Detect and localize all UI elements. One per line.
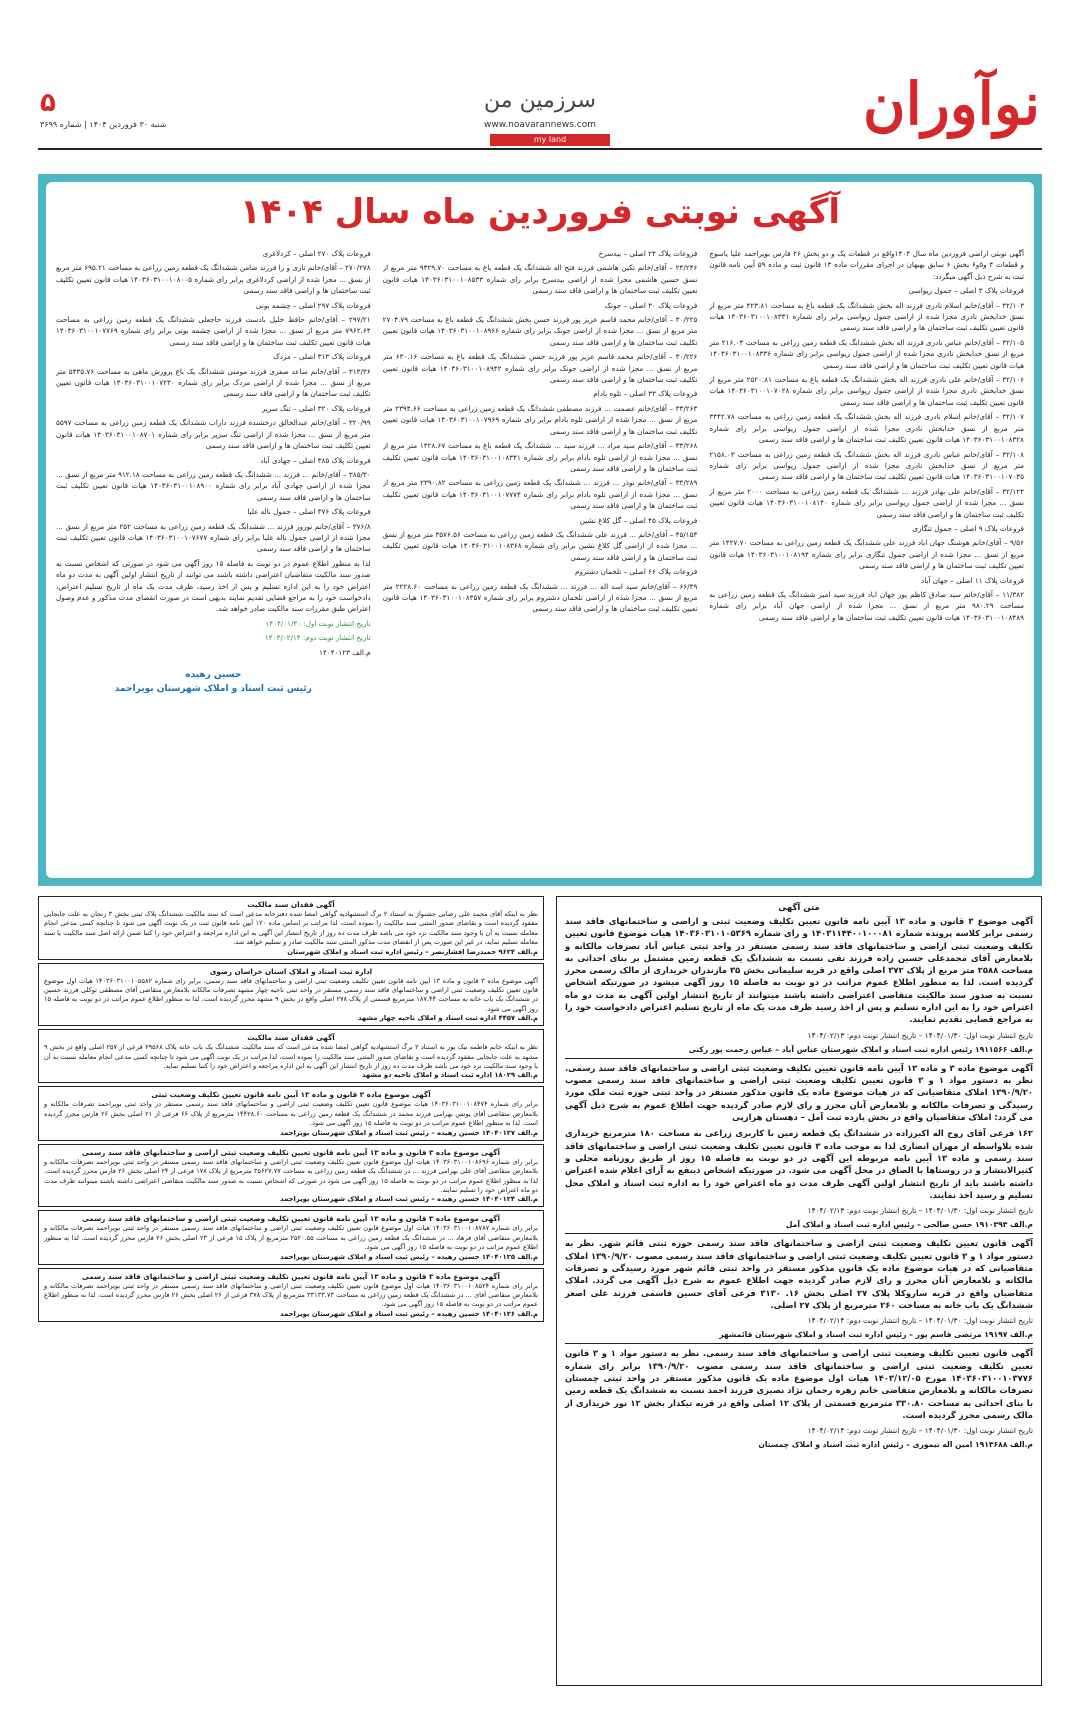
signature-title: رئیس ثبت اسناد و املاک شهرستان بویراحمد — [114, 684, 312, 694]
notice-signature: م.الف ۴۴۵۷ اداره ثبت اسناد و املاک ناحیه چهار مشهد — [357, 1014, 538, 1023]
notice-column-left — [38, 896, 544, 1686]
notice-column-right — [556, 896, 1042, 1686]
ad-para: ۳۸۵/۳۰ – آقای/خانم ... فرزند ... ششدانگ یک قطعه زمین زراعی به مساحت ۹۱۲.۱۸ متر مربع از نسق ... مجزا شده از اراضی جهادی آباد برابر رای شماره ۱۴۰۳۶۰۳۱۰۰۱۰۸۹۰۰ هیات قانون تعیین تکلیف ثبت ساختمان ها و اراضی فاقد سند رسمی — [55, 469, 371, 502]
notice-signature: م.الف ۱۴۰۴۰۱۲۶ حسین رهیده – رئیس ثبت اسناد و املاک شهرستان بویراحمد — [280, 1309, 538, 1318]
nobati-ad-box — [38, 174, 1042, 886]
ad-notice-text: لذا به منظور اطلاع عموم در دو نوبت به فاصله ۱۵ روز آگهی می شود در صورتی که اشخاص نسبت به صدور سند مالکیت متقاضیان اعتراضی داشته باشند می توانند از تاریخ انتشار اولین آگهی به مدت دو ماه اعتراض خود را به این اداره تسلیم و پس از اخذ رسید، ظرف مدت یک ماه از تاریخ تسلیم اعتراض، دادخواست خود را به مراجع قضایی تقدیم نمایند بدیهی است در صورت انقضای مدت مذکور و عدم وصول اعتراض طبق مقررات سند مالکیت صادر خواهد شد. — [55, 558, 371, 614]
page-header — [0, 0, 1080, 150]
notice-body: آگهی قانون تعیین تکلیف وضعیت ثبتی اراضی و ساختمانهای فاقد سند رسمی. نظر به دستور مواد ۱ و ۳ قانون تعیین تکلیف وضعیت ثبتی اراضی و ساختمانهای فاقد سند رسمی مصوب ۱۳۹۰/۹/۲۰ برابر رای شماره ۱۴۰۳۶۰۳۱۰۰۱۰۳۷۷۶ مورخ ۱۴۰۳/۱۲/۰۵ هیات اول موضوع ماده یک قانون مذکور مستقر در واحد ثبتی چمستان تصرفات مالکانه و بلامعارض متقاضی خانم زهره رحمان نژاد نصیری فرزند احمد نسبت به ششدانگ یک قطعه زمین با بنای احداثی به مساحت ۳۳۰.۸۰ مترمربع قسمتی از پلاک ۱۲ اصلی واقع در قریه تیکدار بخش ۱۲ نور خریداری از مالک رسمی محرز گردیده است. — [565, 1348, 1033, 1420]
notice-dates: تاریخ انتشار نوبت اول: ۱۴۰۴/۰۱/۳۰ – تاریخ انتشار نوبت دوم: ۱۴۰۴/۰۲/۱۴ — [807, 1426, 1033, 1436]
ad-para: آگهی نوبتی اراضی فروردین ماه سال ۱۴۰۴واقع در قطعات یک و دو بخش ۲۶ فارس بویراحمد علیا یاسوج و قطعات ۴ و۵و۶ بخش ۶ سابق بهبهان در اجرای مقررات ماده ۱۳ قانون ثبت و ماده ۵۹ آیین نامه قانون ثبت به شرح ذیل آگهی میگردد: — [709, 249, 1024, 281]
ad-para: ۳۲/۱۰۷ – آقای/خانم اسلام نادری فرزند اله بخش ششدانگ یک قطعه زمین زراعی به مساحت ۳۴۴۲.۷۸ متر مربع از نسق خدابخش نادری مجزا شده از اراضی جمول ریواسی برابر رای شماره ۱۴۰۳۶۰۳۱۰۰۱۰۸۳۲۸ هیات قانون تعیین تکلیف ثبت ساختمان ها و اراضی فاقد سند رسمی — [709, 412, 1024, 445]
notice-body: نظر به اینکه آقای محمد علی رضایی جشنواژ به استناد ۲ برگ استشهادیه گواهی امضا شده دفترخانه مدعی است که سند مالکیت ششدانگ پلاک ثبتی بخش ۳ زنجان به علت جابجایی مفقود گردیده است و تقاضای صدور المثنی سند مالکیت را نموده است، لذا مراتب بر اساس ماده ۱۲۰ آیین نامه قانون ثبت در یک نوبت آگهی می شود تا چنانچه کسی مدعی انجام معامله نسبت به آن یا وجود سند مالکیت نزد خود می باشد ظرف مدت ده روز از تاریخ انتشار این آگهی به این اداره مراجعه و اعتراض خود را کتبا ضمن ارائه اصل سند مالکیت یا سند معامله تسلیم نماید، در غیر این صورت پس از انقضای مدت مذکور المثنی سند مالکیت صادر و تسلیم خواهد شد. — [44, 910, 538, 947]
ad-para: فروعات پلاک ۳۲۰ اصلی – تنگ سرپر — [261, 403, 371, 413]
notice-signature: م.الف ۹۶۲۴ حمیدرضا افشارنصر – رئیس اداره ثبت اسناد و املاک شهرستان — [287, 947, 538, 956]
ad-para: فروعات پلاک ۳۷۶ اصلی – جمول ناله علیا — [247, 507, 371, 517]
ad-para: ۲۹۷/۲۱ – آقای/خانم حافظ خلیل بادست فرزند حاجعلی ششدانگ یک قطعه زمین زراعی به مساحت ۷۹۶۲.۶۴ متر مربع از نسق ... مجزا شده از اراضی چشمه بونی برابر رای شماره ۱۴۰۳۶۰۳۱۰۰۱۰۷۷۶۹ هیات قانون تعیین تکلیف ثبت ساختمان ها و اراضی فاقد سند رسمی — [55, 315, 371, 347]
ad-para: ۲۷۰/۲۷۸ – آقای/خانم نازی و زا فرزند ضامن ششدانگ یک قطعه زمین زراعی به مساحت ۶۹۵.۲۱ متر مربع از نسق ... مجزا شده از اراضی کردلاغری برابر رای شماره ۱۴۰۳۶۰۳۱۰۰۱۰۸۰۰۵ هیات قانون تعیین تکلیف ثبت ساختمان ها و اراضی فاقد سند رسمی — [55, 263, 371, 296]
page-number: ۵ — [40, 88, 56, 118]
divider — [565, 1343, 1033, 1344]
notice-signature: م.الف ۱۹۱۹۷ مرتضی قاسم پور – رئیس اداره ثبت اسناد و املاک شهرستان قائمشهر — [719, 1330, 1033, 1340]
notice-heading: آگهی فقدان سند مالکیت — [247, 900, 335, 909]
notice-body: آگهی موضوع ماده ۳ قانون و ماده ۱۳ آیین نامه قانون تعیین تکلیف وضعیت ثبتی اراضی و ساختمانهای فاقد سند رسمی. برابر رای شماره ۱۴۰۳۶۰۳۱۰۰۱۰۵۵۸۲ هیات اول موضوع قانون تعیین تکلیف وضعیت ثبتی اراضی و ساختمانهای فاقد سند رسمی مستقر در واحد ثبتی ناحیه چهار مشهد تصرفات مالکانه بلامعارض متقاضی آقای مصطفی توکلی فرزند حسین در ششدانگ یک باب خانه به مساحت ۱۸۷.۴۴ مترمربع قسمتی از پلاک ۲۷۸ اصلی واقع در بخش ۹ مشهد محرز گردیده است. لذا به منظور اطلاع عموم مراتب در دو نوبت به فاصله ۱۵ روز آگهی می شود. — [44, 976, 539, 1013]
notice-body: آگهی موضوع ۳ قانون و ماده ۱۳ آیین نامه قانون تعیین تکلیف وضعیت ثبتی و اراضی و ساختمانهای فاقد سند رسمی برابر کلاسه پرونده شماره ۱۴۰۳۱۱۴۴۰۰۱۰۰۰۸۱ و رای شماره ۱۴۰۳۶۰۳۱۰۱۰۵۳۶۹ هیات موضوع قانون تعیین تکلیف وضعیت ثبتی اراضی و ساختمانهای فاقد سند رسمی مستقر در واحد ثبتی عباس آباد تصرفات مالکانه و بلامعارض آقای محمدعلی حسین زاده فرزند تقی نسبت به ششدانگ یک قطعه زمین مشتمل بر بنای احداثی به مساحت ۲۵۸۸ متر مربع از پلاک ۳۷۲ اصلی واقع در قریه سلیمانی بخش ۳۵ مازندران خریداری از مالک رسمی محرز گردیده است. لذا به منظور اطلاع عموم مراتب در دو نوبت به فاصله ۱۵ روز آگهی میشود در صورتیکه اشخاص نسبت به صدور سند مالکیت متقاضی اعتراضی داشته باشند میتوانند از تاریخ انتشار اولین آگهی به مدت دو ماه اعتراض خود را به این اداره تسلیم و پس از اخذ رسید ظرف مدت یک ماه از تاریخ تسلیم اعتراض دادخواست خود را به مراجع قضایی تقدیم نمایند. — [565, 916, 1033, 1025]
notice-body: برابر رای شماره ۱۴۰۳۶۰۳۱۰۰۱۰۸۵۲۴ هیات اول موضوع قانون تعیین تکلیف وضعیت ثبتی اراضی و ساختمانهای فاقد سند رسمی مستقر در واحد ثبتی بویراحمد تصرفات مالکانه و بلامعارض متقاضی آقای ... در ششدانگ یک قطعه زمین زراعی به مساحت ۳۳۱۳۳.۷۳ مترمربع از پلاک ۳۷۸ فرعی از ۲۶ اصلی بخش ۲۶ فارس محرز گردیده است. لذا به منظور اطلاع عموم مراتب در دو نوبت به فاصله ۱۵ روز آگهی می شود. — [44, 1281, 539, 1309]
ad-title: آگهی نوبتی فروردین ماه سال ۱۴۰۴ — [239, 192, 841, 232]
ad-para: فروعات پلاک ۳ اصلی – جمول ریواسی — [908, 286, 1024, 296]
ad-para: ۳۱۳/۳۶ – آقای/خانم ساعد صفری فرزند مومنی ششدانگ یک باغ پرورش ماهی به مساحت ۵۴۳۵.۷۶ متر مربع از نسق ... مجزا شده از اراضی مزدک برابر رای شماره ۱۴۰۳۶۰۳۱۰۰۱۰۷۲۳۰ هیات قانون تعیین تکلیف ثبت ساختمان ها و اراضی فاقد سند رسمی — [55, 366, 371, 399]
ad-column-3 — [56, 248, 371, 864]
ad-para: ۳۲۰/۹۹ – آقای/خانم عبدالخالق درخشنده فرزند داراب ششدانگ یک قطعه زمین زراعی به مساحت ۵۵۹۷ متر مربع از نسق ... مجزا شده از اراضی تنگ سرپر برابر رای شماره ۱۴۰۳۶۰۳۱۰۰۱۰۸۷۰۱ هیات قانون تعیین تکلیف ثبت ساختمان ها و اراضی فاقد سند رسمی — [55, 418, 371, 451]
section-title: سرزمین من — [484, 88, 596, 113]
notice-body: آگهی موضوع ماده ۳ و ماده ۱۳ آیین نامه قانون تعیین تکلیف وضعیت ثبتی اراضی و ساختمانهای فاقد سند رسمی. نظر به دستور مواد ۱ و ۳ قانون تعیین تکلیف وضعیت ثبتی اراضی و ساختمانهای فاقد سند رسمی مصوب ۱۳۹۰/۹/۲۰ املاک متقاضیانی که در هیات موضوع ماده یک قانون مذکور مستقر در واحد ثبتی حوزه ثبت ملک مورد رسیدگی و تصرفات مالکانه و بلامعارض آنان محرز و رای لازم صادر گردیده جهت اطلاع عموم به شرح ذیل آگهی می گردد: املاک متقاضیان واقع در بخش یازده ثبت آمل – دهستان هرازپی — [565, 1062, 1033, 1123]
notice-signature: م.الف ۱۴۰۴۰۱۲۴ حسین رهیده – رئیس ثبت اسناد و املاک شهرستان بویراحمد — [280, 1195, 538, 1204]
ad-mef: م.الف ۱۴۰۴۰۱۲۳ — [319, 647, 371, 657]
notice-heading: متن آگهی — [778, 903, 820, 913]
divider — [565, 1058, 1033, 1059]
ad-para: فروعات پلاک ۱۱ اصلی – جهان آباد — [921, 575, 1024, 585]
notice-dates: تاریخ انتشار نوبت اول: ۱۴۰۴/۰۱/۳۰ – تاریخ انتشار نوبت دوم: ۱۴۰۴/۰۲/۱۳ — [807, 1030, 1033, 1040]
notice-box — [38, 963, 544, 1027]
ad-para: ۳۲/۱۲۴ – آقای/خانم علی بهادر فرزند ... ششدانگ یک قطعه زمین زراعی به مساحت ۲۰۰۰ متر مربع از نسق ... مجزا شده از اراضی جمول ریواسی برابر رای شماره ۱۴۰۳۶۰۳۱۰۰۱۰۸۱۴۰ هیات قانون تعیین تکلیف ثبت ساختمان ها و اراضی فاقد سند رسمی — [709, 486, 1024, 519]
notice-box — [38, 1029, 544, 1083]
notice-body: آگهی قانون تعیین تکلیف وضعیت ثبتی اراضی و ساختمانهای فاقد سند رسمی حوزه ثبتی قائم شهر. نظر به دستور مواد ۱ و ۳ قانون تعیین تکلیف وضعیت ثبتی اراضی و ساختمانهای فاقد سند رسمی مصوب ۱۳۹۰/۹/۲۰ املاک متقاضیانی که در هیات موضوع ماده یک قانون مذکور مستقر در واحد ثبتی قائم شهر مورد رسیدگی و تصرفات مالکانه و بلامعارض آنان محرز و رای لازم صادر گردیده جهت اطلاع عموم به شرح ذیل آگهی می گردد. املاک متقاضیان واقع در قریه ساروکلا پلاک ۲۷ اصلی بخش ۱۶. ۳۱۳۰ فرعی آقای حسین قاسمی فرزند علی اصغر ششدانگ یک باب خانه به مساحت ۲۶۰ مترمربع از پلاک ۲۷ اصلی. — [565, 1238, 1034, 1310]
notice-body: برابر رای شماره ۱۴۰۳۶۰۳۱۰۰۱۰۸۶۹۶ هیات اول موضوع قانون تعیین تکلیف وضعیت ثبتی اراضی و ساختمانهای فاقد سند رسمی مستقر در واحد ثبتی بویراحمد تصرفات مالکانه و بلامعارض متقاضی آقای علی بهرامی فرزند ... در ششدانگ یک قطعه زمین زراعی به مساحت ۳۵۶۲۷.۷۷ مترمربع از پلاک ۱۷۸ فرعی از ۲۴ اصلی بخش ۲۶ فارس محرز گردیده است. لذا به منظور اطلاع عموم مراتب در دو نوبت به فاصله ۱۵ روز آگهی می شود در صورتی که اشخاص نسبت به صدور سند مالکیت متقاضی اعتراضی داشته باشند میتوانند ظرف مدت دو ماه اعتراض خود را تسلیم نمایند. — [44, 1157, 539, 1194]
notice-box — [38, 1210, 544, 1264]
ad-inner — [46, 182, 1034, 878]
notice-signature: م.الف ۱۸۰۲۹ اداره ثبت اسناد و املاک ناحیه دو مشهد — [361, 1071, 538, 1080]
notice-signature: م.الف ۱۹۱۰۳۹۳ حسن صالحی – رئیس اداره ثبت اسناد و املاک آمل — [785, 1220, 1033, 1230]
ad-para: ۴۵/۱۵۳ – آقای/خانم ... فرزند علی ششدانگ یک قطعه زمین زراعی به مساحت ۳۵۷۶.۵۶ متر مربع از نسق ... مجزا شده از اراضی گل کلاغ نشین برابر رای شماره ۱۴۰۳۶۰۳۱۰۰۱۰۸۳۶۸ هیات قانون تعیین تکلیف ثبت ساختمان ها و اراضی فاقد سند رسمی — [382, 529, 698, 562]
notice-dates: تاریخ انتشار نوبت اول: ۱۴۰۴/۰۱/۳۰ – تاریخ انتشار نوبت دوم: ۱۴۰۴/۰۲/۱۴ — [807, 1316, 1033, 1326]
ad-column-2 — [383, 248, 698, 864]
ad-para: ۳۲/۱۰۳ – آقای/خانم اسلام نادری فرزند اله بخش ششدانگ یک قطعه باغ به مساحت ۴۲۳.۸۱ متر مربع از نسق خدابخش نادری مجزا شده از اراضی جمول ریواسی برابر رای شماره ۱۴۰۳۶۰۳۱۰۰۱۰۸۳۳۱ هیات قانون تعیین تکلیف ثبت ساختمان ها و اراضی فاقد سند رسمی — [709, 300, 1024, 333]
ad-para: فروعات پلاک ۲۴ اصلی – بیدسرخ — [598, 249, 698, 258]
notice-signature: م.الف ۱۹۱۱۵۶۶ رئیس اداره ثبت اسناد و املاک شهرستان عباس آباد – عباس رحمت پور رکنی — [688, 1044, 1033, 1054]
section-tag: my land — [490, 134, 610, 146]
ad-para: فروعات پلاک ۲۹۷ اصلی – چشمه بونی — [255, 300, 371, 310]
site-url[interactable]: www.noavarannews.com — [484, 120, 596, 130]
ad-signature — [56, 668, 371, 696]
ad-para: فروعات پلاک ۴۵ اصلی – گل کلاغ نشین — [579, 515, 698, 525]
notice-body: برابر رای شماره ۱۴۰۳۶۰۳۱۰۰۱۰۸۷۸۷ هیات اول موضوع قانون تعیین تکلیف وضعیت ثبتی اراضی و ساختمانهای فاقد سند رسمی مستقر در واحد ثبتی بویراحمد تصرفات مالکانه و بلامعارض متقاضی آقای فرهاد ... در ششدانگ یک قطعه زمین زراعی به مساحت ۲۵۲۰.۵۵ مترمربع از پلاک ۱۵ فرعی از ۲۳ اصلی بخش ۲۶ فارس محرز گردیده است. لذا به منظور اطلاع عموم مراتب در دو نوبت به فاصله ۱۵ روز آگهی می شود. — [44, 1224, 539, 1252]
header-divider — [38, 148, 1042, 150]
publish-date-1: تاریخ انتشار نوبت اول: ۱۴۰۴/۰۱/۳۰ — [265, 618, 371, 628]
notice-box — [38, 1086, 544, 1140]
ad-para: ۳۲/۱۰۸ – آقای/خانم عباس نادری فرزند اله بخش ششدانگ یک قطعه زمین زراعی به مساحت ۲۱۵۸.۰۳ متر مربع از نسق خدابخش نادری مجزا شده از اراضی جمول ریواسی برابر رای شماره ۱۴۰۳۶۰۳۱۰۰۱۰۷۰۳۵ هیات قانون تعیین تکلیف ثبت ساختمان ها و اراضی فاقد سند رسمی — [709, 449, 1024, 482]
ad-para: فروعات پلاک ۶۶ اصلی – تلخمان دشتروم — [575, 567, 698, 577]
ad-para: ۳۳/۲۶۸ – آقای/خانم سید مراد ... فرزند سید ... ششدانگ یک قطعه باغ به مساحت ۱۴۲۸.۶۷ متر مربع از نسق ... مجزا شده از اراضی تلوه بادام برابر رای شماره ۱۴۰۳۶۰۳۱۰۰۱۰۸۳۴۱ هیات قانون تعیین تکلیف ثبت ساختمان ها و اراضی فاقد سند رسمی — [382, 441, 698, 473]
notice-heading: آگهی موضوع ماده ۳ قانون و ماده ۱۳ آیین نامه قانون تعیین تکلیف وضعیت ثبتی اراضی و ساختمانهای فاقد سند رسمی — [82, 1147, 500, 1157]
notice-signature: م.الف ۱۹۱۳۶۸۸ امین اله تیموری – رئیس اداره ثبت اسناد و املاک چمستان — [758, 1440, 1033, 1450]
notice-signature: م.الف ۱۴۰۴۰۱۲۵ حسین رهیده – رئیس ثبت اسناد و املاک شهرستان بویراحمد — [280, 1252, 538, 1261]
ad-para: فروعات پلاک ۹ اصلی – جمول تنگاری — [912, 523, 1024, 533]
notice-box — [38, 1268, 544, 1322]
notice-dates: تاریخ انتشار نوبت اول: ۱۴۰۴/۰۱/۳۰ – تاریخ انتشار نوبت دوم: ۱۴۰۴/۰۲/۱۳ — [807, 1206, 1033, 1216]
ad-columns — [56, 248, 1024, 864]
publish-date-2: تاریخ انتشار نوبت دوم: ۱۴۰۴/۰۲/۱۴ — [264, 633, 371, 643]
ad-para: فروعات پلاک ۳۰ اصلی – جونک — [604, 300, 698, 310]
logo-text: نوآوران — [863, 70, 1040, 138]
ad-para: ۹/۵۶ – آقای/خانم هوشنگ جهان اباد فرزند علی ششدانگ یک قطعه زمین زراعی به مساحت ۱۴۲۷.۷۰ متر مربع از نسق ... مجزا شده از اراضی جمول تنگاری برابر رای شماره ۱۴۰۳۶۰۳۱۰۰۱۰۸۱۹۴ هیات قانون تعیین تکلیف ثبت ساختمان ها و اراضی فاقد سند رسمی — [709, 538, 1024, 571]
ad-para: ۳۰/۲۲۶ – آقای/خانم محمد قاسم عزیز پور فرزند حسن ششدانگ یک قطعه باغ به مساحت ۶۳۰.۱۶ متر مربع از نسق ... مجزا شده از اراضی جونک برابر رای شماره ۱۴۰۳۶۰۳۱۰۰۱۰۸۹۴۲ هیات قانون تعیین تکلیف ثبت ساختمان ها و اراضی فاقد سند رسمی — [382, 352, 698, 385]
notice-body: ۱۶۲ فرعی آقای روح اله اکبرزاده در ششدانگ یک قطعه زمین با کاربری زراعی به مساحت ۱۸۰ مترمربع خریداری شده بلاواسطه از مهران انصاری لذا به موجب ماده ۳ قانون تعیین تکلیف وضعیت ثبتی اراضی و ساختمانهای فاقد سند رسمی و ماده ۱۳ آیین نامه مربوطه این آگهی در دو نوبت به فاصله ۱۵ روز از طریق روزنامه محلی و کثیرالانتشار و در روستاها با الصاق در محل آگهی می شود. در صورتیکه اشخاص ذینفع به آرای اعلام شده اعتراض داشته باشند باید از تاریخ انتشار اولین آگهی ظرف مدت دو ماه اعتراض خود را به اداره ثبت اسناد و املاک محل تسلیم و رسید اخذ نمایند. — [565, 1128, 1033, 1200]
ad-para: ۱۱/۳۸۲ – آقای/خانم سید صادق کاظم پور جهان اباد فرزند سید امیر ششدانگ یک قطعه زمین زراعی به مساحت ۹۸۰.۲۹ متر مربع از نسق ... مجزا شده از اراضی جهان آباد برابر رای شماره ۱۴۰۳۶۰۳۱۰۰۱۰۸۴۸۹ هیات قانون تعیین تکلیف ثبت ساختمان ها و اراضی فاقد سند رسمی — [709, 589, 1024, 622]
notice-box — [38, 1144, 544, 1208]
divider — [565, 1233, 1033, 1234]
notice-heading: آگهی فقدان سند مالکیت — [247, 1033, 335, 1043]
ad-para: ۳۲/۱۰۵ – آقای/خانم عباس نادری فرزند اله بخش ششدانگ یک قطعه زمین زراعی به مساحت ۲۱۶.۰۴ متر مربع از نسق خدابخش نادری مجزا شده از اراضی جمول ریواسی برابر رای شماره ۱۴۰۳۶۰۳۱۰۰۱۰۸۳۳۶ هیات قانون تعیین تکلیف ثبت ساختمان ها و اراضی فاقد سند رسمی — [709, 337, 1024, 370]
notice-body: برابر رای شماره ۱۴۰۳۶۰۳۱۰۰۱۰۸۴۷۴ هیات موضوع قانون تعیین تکلیف وضعیت ثبتی اراضی و ساختمانهای فاقد سند رسمی مستقر در واحد ثبتی بویراحمد تصرفات مالکانه و بلامعارض متقاضی آقای یونس بهرامی فرزند محمد در ششدانگ یک قطعه زمین زراعی به مساحت ۱۴۴۲۸.۶۰ مترمربع از پلاک ۶۶ فرعی از ۲۱ اصلی بخش ۲۶ فارس محرز گردیده است. لذا به منظور اطلاع عموم مراتب در دو نوبت به فاصله ۱۵ روز آگهی می شود. — [44, 1100, 539, 1128]
notice-heading: آگهی موضوع ماده ۳ قانون و ماده ۱۳ آیین نامه قانون تعیین تکلیف وضعیت ثبتی اراضی و ساختمانهای فاقد سند رسمی — [82, 1271, 500, 1281]
notice-heading: آگهی موضوع ماده ۳ قانون و ماده ۱۳ آیین نامه قانون تعیین تکلیف وضعیت ثبتی — [151, 1090, 431, 1100]
ad-para: فروعات پلاک ۳۳ اصلی – تلوه بادام — [593, 389, 698, 399]
ad-para: ۳۳/۲۶۳ – آقای/خانم عصمت ... فرزند مصطفی ششدانگ یک قطعه زمین زراعی به مساحت ۲۳۹۴.۶۶ متر مربع از نسق ... مجزا شده از اراضی تلوه بادام برابر رای شماره ۱۴۰۳۶۰۳۱۰۰۱۰۷۹۶۹ هیات قانون تعیین تکلیف ثبت ساختمان ها و اراضی فاقد سند رسمی — [382, 403, 698, 436]
signature-name: حسین رهیده — [185, 670, 242, 680]
notice-heading: اداره ثبت اسناد و املاک استان خراسان رضوی — [209, 966, 373, 976]
notice-heading: آگهی موضوع ماده ۳ قانون و ماده ۱۳ آیین نامه قانون تعیین تکلیف وضعیت ثبتی اراضی و ساختمانهای فاقد سند رسمی — [82, 1214, 500, 1224]
ad-para: ۳۷۶/۸ – آقای/خانم نوروز فرزند ... ششدانگ یک قطعه زمین زراعی به مساحت ۲۵۲ متر مربع از نسق ... مجزا شده از اراضی جمول ناله علیا برابر رای شماره ۱۴۰۳۶۰۳۱۰۰۱۰۷۶۷۷ هیات قانون تعیین تکلیف ثبت ساختمان ها و اراضی فاقد سند رسمی — [55, 521, 371, 554]
notice-box — [38, 896, 544, 960]
ad-para: ۳۰/۲۲۵ – آقای/خانم محمد قاسم عزیز پور فرزند حسن بخش ششدانگ یک قطعه باغ به مساحت ۲۷۰۴.۷۹ متر مربع از نسق ... مجزا شده از اراضی جونک برابر رای شماره ۱۴۰۳۶۰۳۱۰۰۱۰۸۹۶۶ هیات قانون تعیین تکلیف ثبت ساختمان ها و اراضی فاقد سند رسمی — [382, 315, 698, 347]
ad-para: فروعات پلاک ۳۸۵ اصلی – جهادی آباد — [260, 455, 371, 465]
ad-para: فروعات پلاک ۲۷۰ اصلی – کردلاغری — [262, 249, 371, 258]
ad-para: ۳۲/۱۰۶ – آقای/خانم علی نادری فرزند اله بخش ششدانگ یک قطعه باغ به مساحت ۲۵۲۰.۸۱ متر مربع از نسق خدابخش نادری مجزا شده از اراضی جمول ریواسی برابر رای شماره ۱۴۰۳۶۰۳۱۰۰۱۰۷۰۲۸ هیات قانون تعیین تکلیف ثبت ساختمان ها و اراضی فاقد سند رسمی — [709, 375, 1024, 407]
ad-para: ۶۶/۴۹ – آقای/خانم سید اسد اله ... فرزند ... ششدانگ یک قطعه زمین زراعی به مساحت ۲۲۲۸.۶۰ متر مربع از نسق ... مجزا شده از اراضی تلخمان دشتروم برابر رای شماره ۱۴۰۳۶۰۳۱۰۰۱۰۸۳۵۷ هیات قانون تعیین تکلیف ثبت ساختمان ها و اراضی فاقد سند رسمی — [382, 581, 698, 614]
notice-body: نظر به اینکه خانم فاطمه نیک پور به استناد ۲ برگ استشهادیه گواهی امضا شده مدعی است که سند مالکیت ششدانگ یک باب خانه پلاک ۲۹۵۶۸ فرعی از ۲۵۷ اصلی واقع در بخش ۹ مشهد به علت جابجایی مفقود گردیده است و تقاضای صدور المثنی سند مالکیت را نموده است، لذا مراتب در یک نوبت آگهی می شود تا چنانچه کسی مدعی انجام معامله نسبت به آن یا وجود سند مالکیت نزد خود می باشد ظرف مدت ده روز از تاریخ انتشار این آگهی به این اداره مراجعه و اعتراض خود را کتبا تسلیم نماید. — [44, 1043, 539, 1071]
ad-para: فروعات پلاک ۳۱۳ اصلی – مزدک — [273, 352, 371, 362]
ad-para: ۳۳/۲۸۹ – آقای/خانم نوذر ... فرزند ... ششدانگ یک قطعه زمین زراعی به مساحت ۲۳۹۰.۸۲ متر مربع از نسق ... مجزا شده از اراضی تلوه بادام برابر رای شماره ۱۴۰۳۶۰۳۱۰۰۱۰۷۷۷۴ هیات قانون تعیین تکلیف ثبت ساختمان ها و اراضی فاقد سند رسمی — [382, 478, 698, 511]
notice-signature: م.الف ۱۴۰۴۰۱۲۷ حسین رهیده – رئیس ثبت اسناد و املاک شهرستان بویراحمد — [280, 1128, 538, 1137]
issue-info: شنبه ۳۰ فروردین ۱۴۰۴ | شماره ۳۶۹۹ — [40, 120, 167, 129]
ad-para: ۲۴/۲۴۶ – آقای/خانم تکین هاشمی فرزند فتح اله ششدانگ یک قطعه باغ به مساحت ۹۴۲۹.۷۰ متر مربع از نسق حسین هاشمی مجزا شده از اراضی بیدسرخ برابر رای شماره ۱۴۰۳۶۰۳۱۰۰۱۰۸۵۳۳ هیات قانون تعیین تکلیف ثبت ساختمان ها و اراضی فاقد سند رسمی — [382, 263, 698, 296]
ad-column-1 — [709, 248, 1024, 864]
